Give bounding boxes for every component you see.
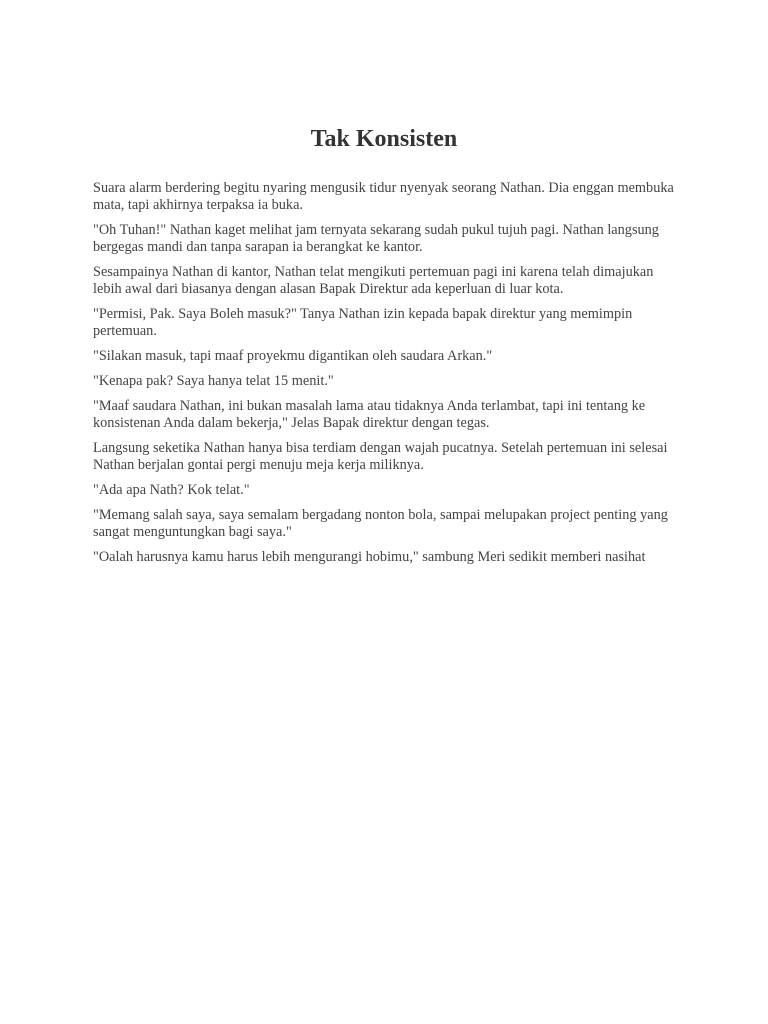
paragraph-8: Langsung seketika Nathan hanya bisa terdiam dengan wajah pucatnya. Setelah pertemuan ini selesai Nathan berjalan gontai pergi menuju meja kerja miliknya. (93, 440, 668, 473)
paragraph-10: "Memang salah saya, saya semalam bergadang nonton bola, sampai melupakan project penting yang sangat menguntungkan bagi saya." (93, 507, 668, 540)
paragraph-9: "Ada apa Nath? Kok telat." (93, 482, 250, 498)
paragraph-1: Suara alarm berdering begitu nyaring mengusik tidur nyenyak seorang Nathan. Dia enggan membuka mata, tapi akhirnya terpaksa ia buka. (93, 180, 674, 213)
paragraph-11: "Oalah harusnya kamu harus lebih mengurangi hobimu," sambung Meri sedikit memberi nasihat (93, 549, 646, 565)
paragraph-5: "Silakan masuk, tapi maaf proyekmu digantikan oleh saudara Arkan." (93, 348, 493, 364)
document-body (93, 180, 683, 574)
paragraph-4: "Permisi, Pak. Saya Boleh masuk?" Tanya Nathan izin kepada bapak direktur yang memimpin pertemuan. (93, 306, 633, 339)
paragraph-2: "Oh Tuhan!" Nathan kaget melihat jam ternyata sekarang sudah pukul tujuh pagi. Nathan langsung bergegas mandi dan tanpa sarapan ia berangkat ke kantor. (93, 222, 659, 255)
paragraph-3: Sesampainya Nathan di kantor, Nathan telat mengikuti pertemuan pagi ini karena telah dimajukan lebih awal dari biasanya dengan alasan Bapak Direktur ada keperluan di luar kota. (93, 264, 654, 297)
paragraph-6: "Kenapa pak? Saya hanya telat 15 menit." (93, 373, 334, 389)
paragraph-7: "Maaf saudara Nathan, ini bukan masalah lama atau tidaknya Anda terlambat, tapi ini tentang ke konsistenan Anda dalam bekerja," Jelas Bapak direktur dengan tegas. (93, 398, 646, 431)
document-title: Tak Konsisten (310, 126, 458, 152)
